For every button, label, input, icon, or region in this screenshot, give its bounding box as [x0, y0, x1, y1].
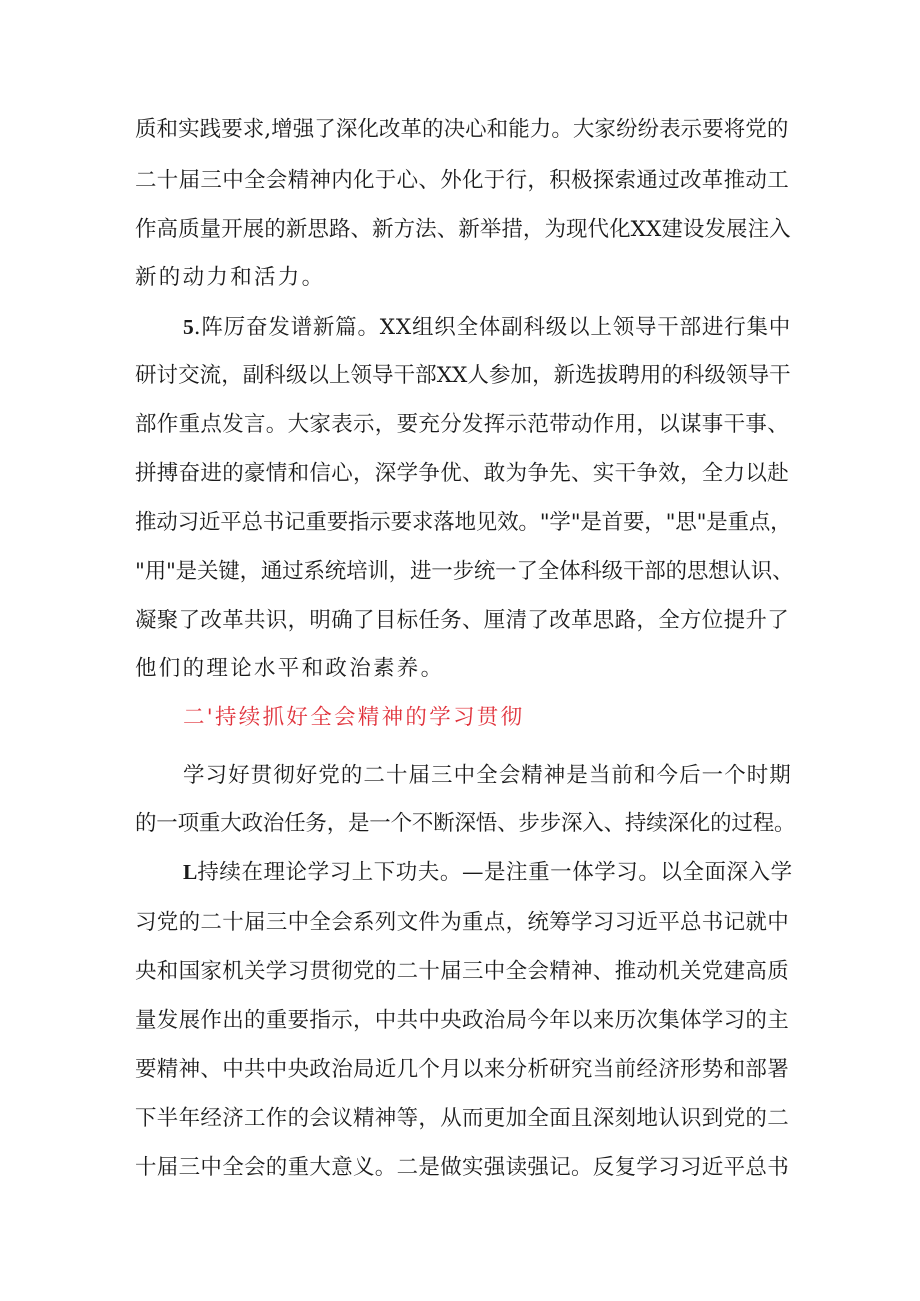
paragraph-5-first-line	[183, 311, 795, 343]
text-line: 下半年经济工作的会议精神等，从而更加全面且深刻地认识到党的二	[135, 1106, 790, 1131]
text-line: 凝聚了改革共识，明确了目标任务、厘清了改革思路，全方位提升了	[135, 608, 790, 633]
text-line: "用"是关键，通过系统培训，进一步统一了全体科级干部的思想认识、	[135, 559, 794, 584]
text-span: 持续在理论学习上下功夫。—是注重一体学习。以全面深入学	[197, 860, 793, 885]
item-number: 5	[183, 315, 194, 339]
text-line: 十届三中全会的重大意义。二是做实强读强记。反复学习习近平总书	[135, 1155, 790, 1180]
text-line: 量发展作出的重要指示，中共中央政治局今年以来历次集体学习的主	[135, 1008, 790, 1033]
text-line: 部作重点发言。大家表示，要充分发挥示范带动作用，以谋事干事、	[135, 412, 790, 437]
item-lead: L	[183, 860, 198, 884]
text-line: 学习好贯彻好党的二十届三中全会精神是当前和今后一个时期	[183, 763, 792, 788]
text-line: 作高质量开展的新思路、新方法、新举措，为现代化XX建设发展注入	[135, 217, 791, 242]
text-line: 要精神、中共中央政治局近几个月以来分析研究当前经济形势和部署	[135, 1057, 790, 1082]
section-heading: 二'持续抓好全会精神的学习贯彻	[183, 705, 525, 730]
text-line: 推动习近平总书记重要指示要求落地见效。"学"是首要，"思"是重点，	[135, 510, 792, 535]
text-line: 的一项重大政治任务，是一个不断深悟、步步深入、持续深化的过程。	[135, 811, 796, 836]
text-line: 新的动力和活力。	[135, 265, 326, 290]
text-line: 研讨交流，副科级以上领导干部XX人参加，新选拔聘用的科级领导干	[135, 363, 791, 388]
text-line: 二十届三中全会精神内化于心、外化于行，积极探索通过改革推动工	[135, 168, 790, 193]
paragraph-1-first-line	[183, 856, 795, 888]
text-line: 他们的理论水平和政治素养。	[135, 656, 445, 681]
text-line: 央和国家机关学习贯彻党的二十届三中全会精神、推动机关党建高质	[135, 959, 790, 984]
text-line: 质和实践要求,增强了深化改革的决心和能力。大家纷纷表示要将党的	[135, 117, 789, 142]
text-line: 拼搏奋进的豪情和信心，深学争优、敢为争先、实干争效，全力以赴	[135, 461, 790, 486]
text-line: 习党的二十届三中全会系列文件为重点，统筹学习习近平总书记就中	[135, 910, 790, 935]
text-span: .阵厉奋发谱新篇。XX组织全体副科级以上领导干部进行集中	[193, 315, 792, 340]
